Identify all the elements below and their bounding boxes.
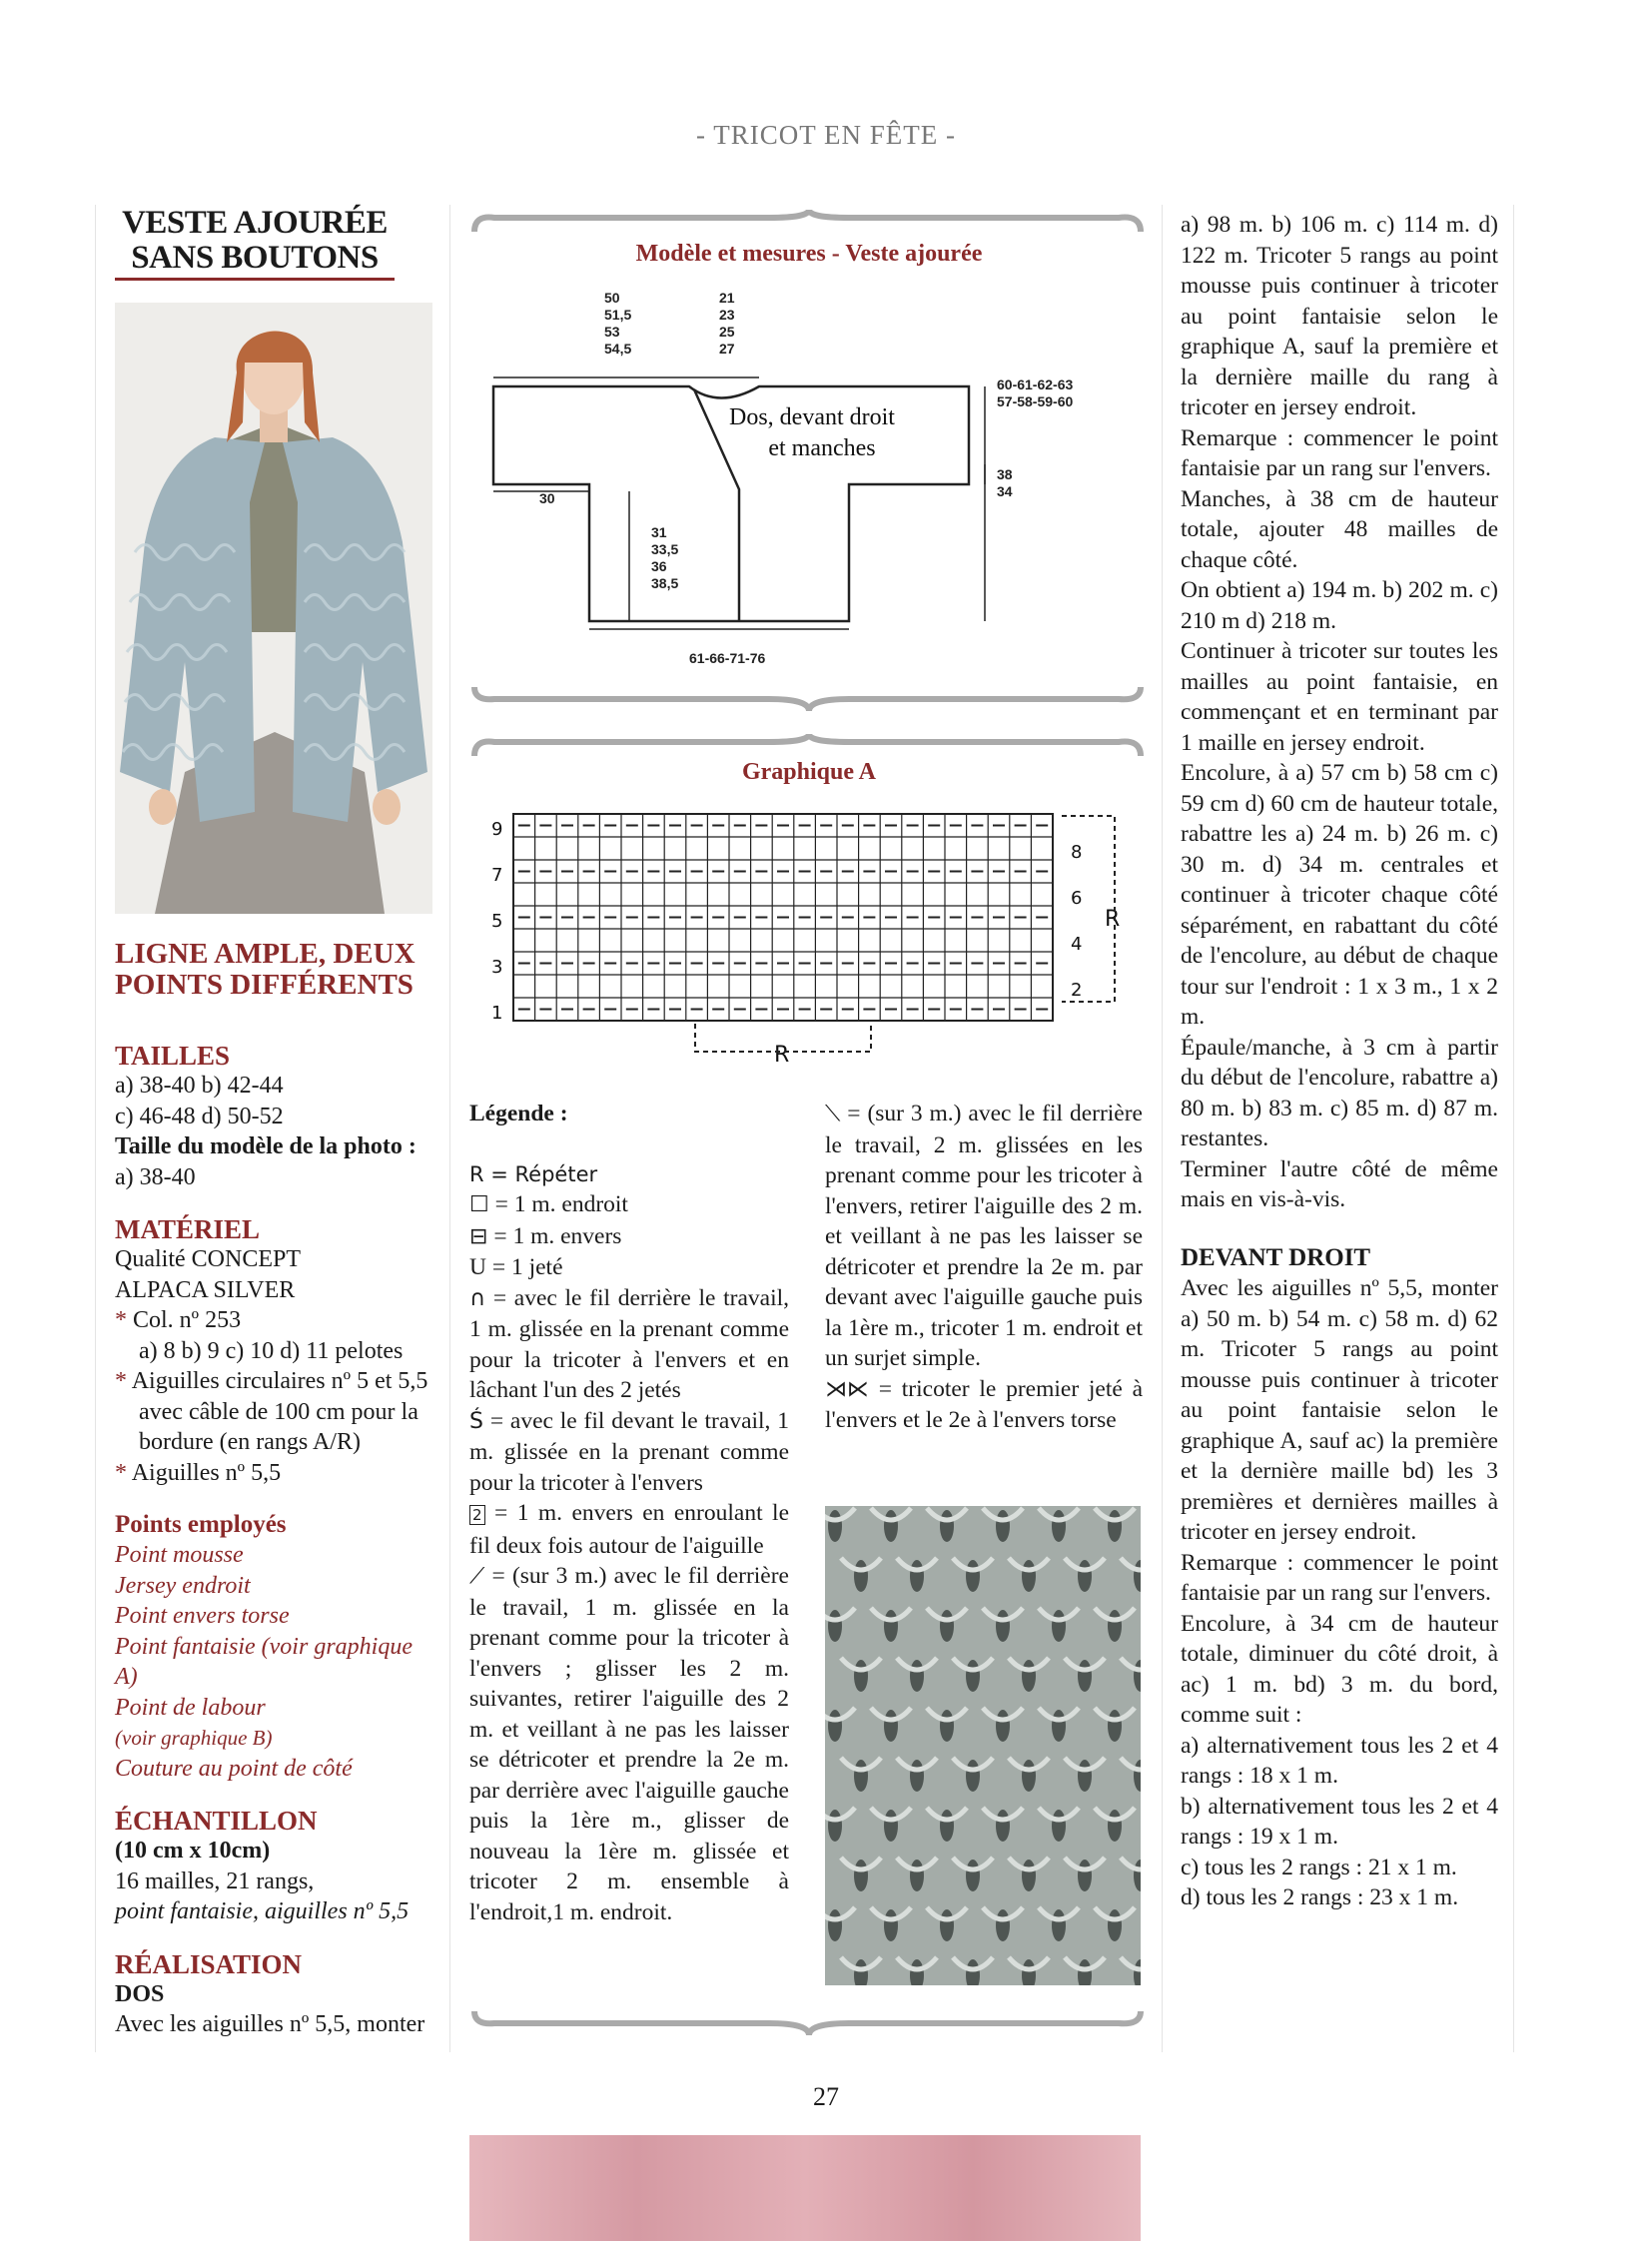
points-heading: Points employés	[115, 1511, 287, 1538]
para: a) alternativement tous les 2 et 4 rangs : 18 x 1 m.	[1181, 1732, 1498, 1789]
realisation-heading: RÉALISATION	[115, 1948, 303, 1979]
point-item: Jersey endroit	[115, 1572, 251, 1599]
tailles-line: a) 38-40 b) 42-44	[115, 1073, 284, 1099]
knit-eyelet	[1052, 1710, 1066, 1742]
legend-item: = (sur 3 m.) avec le fil derrière le travail, 2 m. glissées en les prenant comme pour les tricoter à l'envers, retirer l'aiguille des 2 m. et veillant à ne pas les laisser se détricoter et prendre la 2e m. par devant avec l'aiguille gauche puis la 1ère m., tricoter 1 m. endroit et un surjet simple.	[825, 1101, 1143, 1371]
knit-eyelet	[1022, 1760, 1036, 1792]
legend-item: = (sur 3 m.) avec le fil derrière le travail, 1 m. glissée en la prenant comme pour la tricoter à l'envers ; glisser les 2 m. suivantes, retirer l'aiguille des 2 m. et veillant à ne pas les laisser se détricoter et prendre la 2e m. par derrière avec l'aiguille gauche puis la 1ère m., glisser de nouveau la 1ère m. glissée et tricoter 2 m. ensemble à l'endroit,1 m. endroit.	[469, 1563, 789, 1925]
m-c1: 60-61-62-63	[997, 376, 1074, 392]
knit-eyelet	[996, 1810, 1010, 1842]
knit-eyelet	[910, 1560, 924, 1592]
legend-repeat: R = Répéter	[469, 1161, 598, 1186]
knitting-chart	[469, 734, 1149, 1079]
slip-s-icon: Ś	[469, 1408, 483, 1434]
point-item: Couture au point de côté	[115, 1755, 353, 1782]
row-label: 8	[1071, 842, 1083, 863]
para: b) alternativement tous les 2 et 4 rangs : 19 x 1 m.	[1181, 1793, 1498, 1850]
row-label: 3	[491, 957, 503, 978]
para: Continuer à tricoter sur toutes les mailles au point fantaisie, en commençant et en terminant par 1 maille en jersey endroit.	[1181, 638, 1498, 756]
running-header: - TRICOT EN FÊTE -	[696, 120, 956, 150]
right-cross-icon: ⟋	[469, 1564, 485, 1589]
model-photo	[115, 303, 432, 914]
materiel-line: Aiguilles circulaires nº 5 et 5,5	[131, 1368, 428, 1394]
devant-droit-heading: DEVANT DROIT	[1181, 1243, 1371, 1271]
knit-eyelet	[940, 1610, 954, 1642]
m-a2: 51,5	[604, 307, 632, 323]
knit-eyelet	[996, 1909, 1010, 1941]
m-f3: 36	[651, 558, 667, 574]
para: c) tous les 2 rangs : 21 x 1 m.	[1181, 1854, 1457, 1880]
knit-square-icon: ☐	[469, 1192, 489, 1217]
knit-eyelet	[940, 1909, 954, 1941]
para: Encolure, à a) 57 cm b) 58 cm c) 59 cm d) 60 cm de hauteur totale, rabattre les a) 24 m. b) 26 m. c) 30 m. d) 34 m. centrales et continuer à tricoter chaque côté séparément, en rabattant du côté de l'encolure, au début de chaque tour sur l'endroit : 1 x 3 m., 1 x 2 m.	[1181, 760, 1498, 1030]
column-rule	[95, 205, 96, 2052]
knit-eyelet	[940, 1710, 954, 1742]
article-title	[115, 206, 395, 276]
echantillon-line: 16 mailles, 21 rangs,	[115, 1868, 315, 1894]
m-f2: 33,5	[651, 541, 679, 557]
knit-eyelet	[1108, 1510, 1122, 1542]
point-item: Point fantaisie (voir graphique A)	[115, 1633, 413, 1690]
repeat-label-vertical: R	[1105, 907, 1121, 932]
point-item: (voir graphique B)	[115, 1726, 273, 1750]
purl-square-icon: ⊟	[469, 1223, 488, 1249]
dos-heading: DOS	[115, 1980, 165, 2007]
row-label: 7	[491, 865, 503, 886]
row-label: 2	[1071, 980, 1083, 1001]
m-d1: 38	[997, 466, 1013, 482]
knit-eyelet	[1108, 1909, 1122, 1941]
column-rule	[449, 205, 450, 2052]
chart-grid	[513, 814, 1053, 1021]
knit-eyelet	[1078, 1860, 1092, 1891]
knit-eyelet	[966, 1660, 980, 1692]
realisation-line: Avec les aiguilles nº 5,5, monter	[115, 2011, 425, 2037]
knit-eyelet	[910, 1860, 924, 1891]
bracket-top	[474, 210, 1141, 232]
subtitle: LIGNE AMPLE, DEUX POINTS DIFFÉRENTS	[115, 938, 415, 1001]
knit-eyelet	[940, 1510, 954, 1542]
tailles-heading: TAILLES	[115, 1041, 231, 1071]
knit-eyelet	[1052, 1610, 1066, 1642]
bracket-bottom	[474, 687, 1141, 711]
knit-eyelet	[910, 1660, 924, 1692]
knit-eyelet	[996, 1510, 1010, 1542]
title-line-1: VESTE AJOURÉE	[122, 205, 388, 241]
para: Terminer l'autre côté de même mais en vis-à-vis.	[1181, 1155, 1498, 1212]
knit-eyelet	[1022, 1560, 1036, 1592]
knit-texture-photo	[825, 1506, 1141, 1985]
knit-eyelet	[966, 1860, 980, 1891]
m-b1: 21	[719, 290, 735, 306]
materiel-line: Aiguilles nº 5,5	[131, 1459, 282, 1486]
knit-eyelet	[884, 1610, 898, 1642]
measurement-diagram	[469, 210, 1149, 719]
column-1-text: LIGNE AMPLE, DEUX POINTS DIFFÉRENTS TAILLES a) 38-40 b) 42-44 c) 46-48 d) 50-52 Taille du modèle de la photo : a) 38-40 MATÉRIEL Qualité CONCEPT ALPACA SILVER * Col. nº 253 a) 8 b) 9 c) 10 d) 11 pelotes * Aiguilles circulaires nº 5 et 5,5 avec câble de 100 cm pour la bordure (en rangs A/R) * Aiguilles nº 5,5 Points employés Point mousse Jersey endroit Point envers torse Point fantaisie (voir graphique A) Point de labour (voir graphique B) Couture au point de côté ÉCHANTILLON (10 cm x 10cm) 16 mailles, 21 rangs, point fantaisie, aiguilles nº 5,5 RÉALISATION DOS Avec les aiguilles nº 5,5, monter	[115, 939, 439, 2040]
m-a1: 50	[604, 290, 620, 306]
knit-eyelet	[1052, 1909, 1066, 1941]
m-b3: 25	[719, 324, 735, 340]
m-c2: 57-58-59-60	[997, 393, 1074, 409]
knit-eyelet	[854, 1860, 868, 1891]
double-wrap-icon: 2	[469, 1505, 485, 1525]
m-a4: 54,5	[604, 341, 632, 357]
legend-item: = tricoter le premier jeté à l'envers et le 2e à l'envers torse	[825, 1375, 1144, 1433]
chart-title: Graphique A	[741, 759, 877, 785]
materiel-line: Col. nº 253	[133, 1307, 242, 1333]
m-f4: 38,5	[651, 575, 679, 591]
title-underline	[115, 278, 395, 281]
knit-eyelet	[966, 1560, 980, 1592]
knit-eyelet	[828, 1909, 842, 1941]
photo-size-value: a) 38-40	[115, 1163, 196, 1190]
diagram-label-2: et manches	[768, 435, 876, 461]
materiel-heading: MATÉRIEL	[115, 1214, 261, 1244]
knit-eyelet	[884, 1909, 898, 1941]
legend-item: = avec le fil devant le travail, 1 m. glissée en la prenant comme pour la tricoter à l'envers	[469, 1407, 790, 1496]
point-item: Point de labour	[115, 1694, 266, 1721]
knit-eyelet	[828, 1810, 842, 1842]
para: Épaule/manche, à 3 cm à partir du début de l'encolure, rabattre a) 80 m. b) 83 m. c) 85 m. d) 87 m. restantes.	[1181, 1034, 1498, 1151]
echantillon-line: point fantaisie, aiguilles nº 5,5	[115, 1898, 410, 1924]
row-label: 4	[1071, 934, 1083, 955]
para: Remarque : commencer le point fantaisie par un rang sur l'envers.	[1181, 1549, 1498, 1606]
chart-bracket	[474, 734, 1141, 756]
row-label: 6	[1071, 888, 1083, 909]
para: d) tous les 2 rangs : 23 x 1 m.	[1181, 1884, 1459, 1910]
point-item: Point envers torse	[115, 1603, 290, 1629]
legend-item: = 1 m. envers	[493, 1222, 622, 1249]
knit-eyelet	[854, 1760, 868, 1792]
next-page-knit-photo	[469, 2135, 1141, 2241]
row-label: 1	[491, 1003, 503, 1024]
legend-item: = 1 m. envers en enroulant le fil deux fois autour de l'aiguille	[469, 1500, 790, 1559]
knit-eyelet	[1108, 1810, 1122, 1842]
knit-eyelet	[996, 1710, 1010, 1742]
para: Avec les aiguilles nº 5,5, monter a) 50 m. b) 54 m. c) 58 m. d) 62 m. Tricoter 5 rangs au point mousse puis continuer à tricoter au point fantaisie selon le graphique A, sauf ac) la première et la dernière maille bd) les 3 premières et dernières mailles à tricoter en jersey endroit.	[1181, 1275, 1498, 1545]
knit-eyelet	[1078, 1660, 1092, 1692]
materiel-line: bordure (en rangs A/R)	[139, 1429, 361, 1455]
model-photo-illustration	[115, 303, 432, 914]
legend-item: U = 1 jeté	[469, 1254, 563, 1280]
knit-eyelet	[854, 1560, 868, 1592]
photo-size-label: Taille du modèle de la photo :	[115, 1133, 416, 1159]
knit-eyelet	[884, 1710, 898, 1742]
knit-eyelet	[1052, 1510, 1066, 1542]
legend-heading: Légende :	[469, 1101, 568, 1126]
echantillon-heading: ÉCHANTILLON	[115, 1806, 318, 1836]
knit-eyelet	[996, 1610, 1010, 1642]
column-4-text	[1181, 210, 1498, 1913]
arch-icon: ∩	[469, 1285, 486, 1311]
cross-icon: ⋊⋉	[825, 1376, 869, 1402]
para: a) 98 m. b) 106 m. c) 114 m. d) 122 m. Tricoter 5 rangs au point mousse puis continuer à tricoter au point fantaisie selon le graphique A, sauf la première et la dernière maille du rang à tricoter en jersey endroit.	[1181, 212, 1498, 420]
para: Manches, à 38 cm de hauteur totale, ajouter 48 mailles de chaque côté.	[1181, 485, 1498, 573]
legend-column-b	[825, 1099, 1143, 1436]
echantillon-line: (10 cm x 10cm)	[115, 1838, 271, 1864]
page-number: 27	[813, 2082, 839, 2111]
materiel-line: avec câble de 100 cm pour la	[139, 1398, 418, 1425]
knit-eyelet	[884, 1510, 898, 1542]
point-item: Point mousse	[115, 1542, 244, 1568]
knit-eyelet	[1022, 1860, 1036, 1891]
knit-eyelet	[940, 1810, 954, 1842]
materiel-line: ALPACA SILVER	[115, 1276, 296, 1303]
m-f1: 31	[651, 524, 667, 540]
knit-eyelet	[1022, 1660, 1036, 1692]
para: Encolure, à 34 cm de hauteur totale, diminuer du côté droit, à ac) 1 m. bd) 3 m. du bord, comme suit :	[1181, 1610, 1498, 1728]
knit-texture-illustration	[825, 1506, 1141, 1985]
m-a3: 53	[604, 324, 620, 340]
m-g: 61-66-71-76	[689, 650, 766, 666]
knit-eyelet	[854, 1660, 868, 1692]
legend-column-a	[469, 1099, 789, 1927]
para: Remarque : commencer le point fantaisie par un rang sur l'envers.	[1181, 424, 1498, 481]
knit-eyelet	[828, 1610, 842, 1642]
column-rule	[1162, 205, 1163, 2052]
materiel-line: a) 8 b) 9 c) 10 d) 11 pelotes	[139, 1337, 404, 1364]
diagram-title: Modèle et mesures - Veste ajourée	[635, 241, 983, 267]
title-line-2: SANS BOUTONS	[131, 240, 379, 276]
legend-item: = avec le fil derrière le travail, 1 m. glissée en la prenant comme pour la tricoter à l'envers et en lâchant l'un des 2 jetés	[469, 1284, 790, 1403]
left-cross-icon: ⟍	[825, 1102, 841, 1126]
knit-eyelet	[1108, 1610, 1122, 1642]
knit-eyelet	[1078, 1560, 1092, 1592]
m-e: 30	[539, 490, 555, 506]
row-label: 5	[491, 911, 503, 932]
knit-eyelet	[966, 1760, 980, 1792]
knit-eyelet	[828, 1510, 842, 1542]
tailles-line: c) 46-48 d) 50-52	[115, 1103, 284, 1129]
column-rule	[1513, 205, 1514, 2052]
m-d2: 34	[997, 483, 1013, 499]
m-b4: 27	[719, 341, 735, 357]
row-label: 9	[491, 819, 503, 840]
repeat-label-horizontal: R	[774, 1043, 790, 1068]
knit-eyelet	[1052, 1810, 1066, 1842]
diagram-label-1: Dos, devant droit	[729, 404, 895, 430]
para: On obtient a) 194 m. b) 202 m. c) 210 m d) 218 m.	[1181, 577, 1498, 634]
legend-item: = 1 m. endroit	[494, 1191, 628, 1217]
knit-eyelet	[1078, 1760, 1092, 1792]
m-b2: 23	[719, 307, 735, 323]
knit-eyelet	[828, 1710, 842, 1742]
knit-eyelet	[884, 1810, 898, 1842]
knit-eyelet	[910, 1760, 924, 1792]
materiel-line: Qualité CONCEPT	[115, 1246, 301, 1272]
knit-eyelet	[1108, 1710, 1122, 1742]
legend-bracket	[469, 2007, 1149, 2037]
